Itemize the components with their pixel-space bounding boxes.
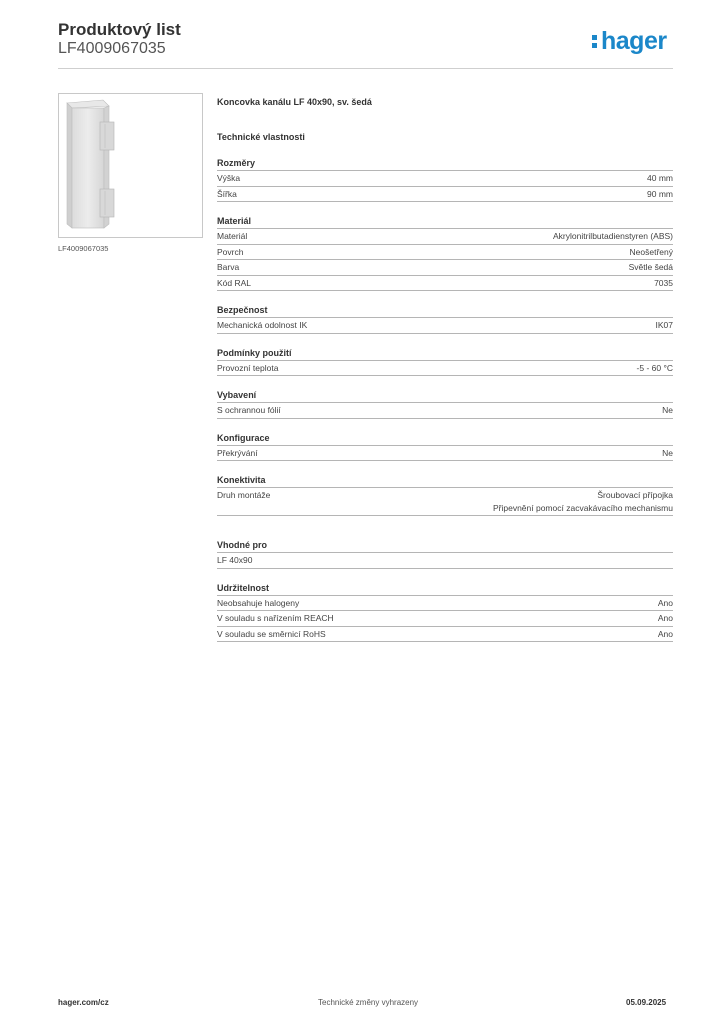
spec-label: Materiál (217, 231, 248, 241)
spec-row (217, 361, 673, 377)
spec-section (217, 538, 673, 569)
section-title: Bezpečnost (217, 303, 673, 318)
spec-section (217, 581, 673, 643)
spec-value-line: Ano (657, 613, 673, 623)
spec-value-line: 40 mm (647, 173, 673, 183)
specs-content (217, 95, 673, 642)
section-spacer (217, 516, 673, 526)
spec-section (217, 346, 673, 377)
spec-label: Neobsahuje halogeny (217, 597, 300, 608)
spec-value (637, 362, 673, 375)
footer-note: Technické změny vyhrazeny (318, 998, 419, 1007)
end-cap-product-image (59, 94, 202, 237)
spec-label: Šířka (217, 188, 237, 199)
product-code: LF4009067035 (58, 40, 166, 57)
spec-label: Kód RAL (217, 277, 252, 288)
spec-label: Provozní teplota (217, 362, 279, 373)
spec-row (217, 276, 673, 292)
spec-value-line: Ano (657, 628, 673, 639)
spec-label: Překrývání (217, 447, 258, 458)
spec-label: S ochrannou fólií (217, 405, 281, 415)
spec-section (217, 473, 673, 516)
spec-section (217, 214, 673, 291)
spec-value (553, 230, 673, 243)
spec-value-line: Světle šedá (628, 262, 673, 272)
spec-section (217, 156, 673, 202)
spec-label: Barva (217, 262, 240, 272)
footer-website[interactable]: hager.com/cz (58, 998, 109, 1007)
spec-label: Druh montáže (217, 490, 271, 500)
spec-row (217, 488, 673, 516)
hager-logo (592, 27, 667, 57)
spec-value-line: IK07 (655, 320, 673, 330)
spec-value (662, 447, 673, 460)
product-image (58, 93, 203, 238)
spec-label: Výška (217, 173, 241, 183)
section-title: Materiál (217, 214, 673, 229)
spec-value-line: Neošetřený (629, 246, 673, 257)
spec-row (217, 446, 673, 462)
spec-value-line: 7035 (654, 277, 673, 288)
spec-value-line: 90 mm (647, 188, 673, 199)
spec-row (217, 611, 673, 627)
spec-label: V souladu se směrnicí RoHS (217, 628, 326, 639)
section-title: Podmínky použití (217, 346, 673, 361)
spec-sections (217, 156, 673, 642)
spec-value (658, 612, 673, 625)
spec-value-line: Akrylonitrilbutadienstyren (ABS) (553, 231, 673, 241)
spec-row (217, 627, 673, 643)
spec-row (217, 245, 673, 261)
product-name: Koncovka kanálu LF 40x90, sv. šedá (217, 97, 372, 107)
footer-date: 05.09.2025 (626, 998, 667, 1007)
section-title: Udržitelnost (217, 581, 673, 596)
spec-label: Povrch (217, 246, 244, 257)
spec-row (217, 171, 673, 187)
section-title: Rozměry (217, 156, 673, 171)
spec-value (654, 277, 673, 290)
spec-row (217, 596, 673, 612)
section-title: Konektivita (217, 473, 673, 488)
spec-row (217, 553, 673, 569)
spec-value (662, 404, 673, 417)
spec-value-line: Ne (662, 405, 673, 415)
spec-value-line: Připevnění pomocí zacvakávacího mechanismu (492, 502, 673, 513)
spec-value (629, 261, 673, 274)
spec-label: LF 40x90 (217, 555, 253, 565)
section-title: Vybavení (217, 388, 673, 403)
spec-row (217, 403, 673, 419)
logo-text: hager (601, 27, 667, 55)
spec-value (658, 597, 673, 610)
spec-row (217, 229, 673, 245)
spec-row (217, 260, 673, 276)
spec-value-line: Ano (657, 597, 673, 608)
spec-value (656, 319, 674, 332)
spec-value (658, 628, 673, 641)
page-title: Produktový list (58, 20, 181, 39)
image-caption: LF4009067035 (58, 244, 109, 253)
spec-value-line: Šroubovací přípojka (597, 490, 673, 500)
spec-label: V souladu s nařízením REACH (217, 613, 334, 623)
header-divider (58, 68, 673, 69)
spec-section (217, 388, 673, 419)
section-title: Konfigurace (217, 431, 673, 446)
logo-dots-icon (592, 33, 598, 53)
spec-section (217, 431, 673, 462)
spec-value-line: Ne (662, 447, 673, 458)
spec-row (217, 318, 673, 334)
spec-label: Mechanická odolnost IK (217, 320, 308, 330)
spec-value (493, 489, 673, 514)
spec-value (647, 172, 673, 185)
specs-title: Technické vlastnosti (217, 132, 305, 142)
spec-value-line: -5 - 60 °C (636, 362, 673, 373)
spec-section (217, 303, 673, 334)
spec-value (647, 188, 673, 201)
spec-row (217, 187, 673, 203)
section-title: Vhodné pro (217, 538, 673, 553)
spec-value (630, 246, 673, 259)
